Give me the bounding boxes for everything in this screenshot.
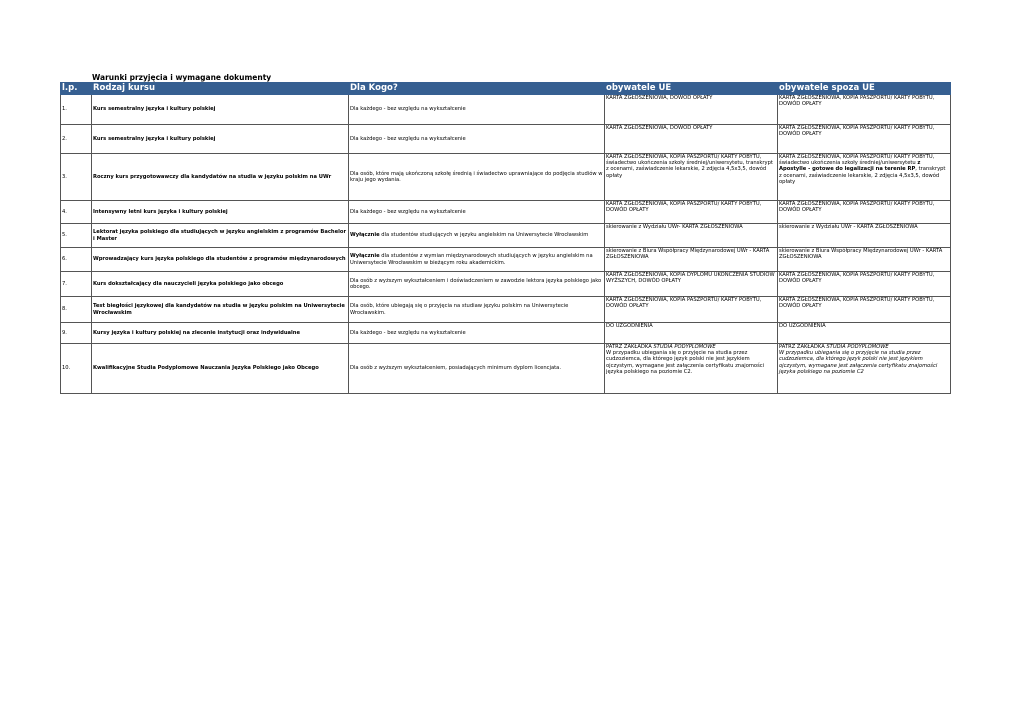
- course-audience: [349, 95, 605, 125]
- eu-requirements: skierowanie z Biura Współpracy Międzynarodowej UWr - KARTA ZGŁOSZENIOWA: [605, 248, 778, 272]
- non-eu-req-text: KARTA ZGŁOSZENIOWA, KOPIA PASZPORTU/ KARTY POBYTU, DOWÓD OPŁATY: [779, 201, 935, 214]
- audience-text: Dla osób z wyższym wykształceniem i doświadczeniem w zawodzie lektora języka polskiego jako obcego.: [350, 277, 602, 290]
- eu-requirements: KARTA ZGŁOSZENIOWA, KOPIA DYPLOMU UKOŃCZENIA STUDIÓW WYŻSZYCH, DOWÓD OPŁATY: [605, 272, 778, 297]
- header-course: Rodzaj kursu: [92, 83, 349, 95]
- audience-text: Dla osób, które mają ukończoną szkołę średnią i świadectwo uprawniające do podjęcia studiów w kraju jego wydania.: [350, 170, 603, 183]
- course-name: Kursy języka i kultury polskiej na zlecenie instytucji oraz indywidualne: [92, 323, 349, 344]
- non-eu-requirements: [778, 248, 951, 272]
- audience-emphasis: Wyłącznie: [350, 232, 380, 239]
- page-title: Warunki przyjęcia i wymagane dokumenty: [92, 73, 272, 82]
- non-eu-req-text: KARTA ZGŁOSZENIOWA, KOPIA PASZPORTU/ KARTY POBYTU, świadectwo ukończenia szkoły średniej/uniwersytetu: [779, 154, 935, 167]
- row-number: 10.: [61, 344, 92, 394]
- row-number: 2.: [61, 125, 92, 154]
- non-eu-requirements: [778, 297, 951, 323]
- table-row: [61, 201, 951, 224]
- non-eu-req-text: skierowanie z Wydziału UWr - KARTA ZGŁOSZENIOWA: [779, 224, 918, 230]
- course-name: Kwalifikacyjne Studia Podyplomowe Nauczania Języka Polskiego jako Obcego: [92, 344, 349, 394]
- row-number: 4.: [61, 201, 92, 224]
- non-eu-requirements: [778, 272, 951, 297]
- table-row: [61, 125, 951, 154]
- non-eu-req-text: DO UZGODNIENIA: [779, 323, 826, 329]
- audience-text: Dla każdego - bez względu na wykształcenie: [350, 329, 466, 336]
- non-eu-requirements: [778, 125, 951, 154]
- course-audience: [349, 272, 605, 297]
- header-nonue: obywatele spoza UE: [778, 83, 951, 95]
- non-eu-requirements: [778, 201, 951, 224]
- non-eu-requirements: [778, 95, 951, 125]
- course-name: Kurs dokształcający dla nauczycieli języka polskiego jako obcego: [92, 272, 349, 297]
- requirements-table: [60, 82, 951, 394]
- course-name: Roczny kurs przygotowawczy dla kandydatów na studia w języku polskim na UWr: [92, 154, 349, 201]
- audience-text: Dla każdego - bez względu na wykształcenie: [350, 135, 466, 142]
- course-name: Kurs semestralny języka i kultury polskiej: [92, 95, 349, 125]
- eu-requirements: KARTA ZGŁOSZENIOWA, KOPIA PASZPORTU/ KARTY POBYTU, świadectwo ukończenia szkoły średniej/uniwersytetu, transkrypt z ocenami, zaświadczenie lekarskie, 2 zdjęcia 4,5x3,5, dowód opłaty: [605, 154, 778, 201]
- table-row: [61, 95, 951, 125]
- table-row: [61, 272, 951, 297]
- course-name: Lektorat języka polskiego dla studiujących w języku angielskim z programów Bachelor i Master: [92, 224, 349, 248]
- course-audience: [349, 201, 605, 224]
- non-eu-requirements: [778, 344, 951, 394]
- row-number: 8.: [61, 297, 92, 323]
- table-row: [61, 154, 951, 201]
- row-number: 7.: [61, 272, 92, 297]
- eu-requirements: DO UZGODNIENIA: [605, 323, 778, 344]
- audience-emphasis: Wyłącznie: [350, 253, 380, 260]
- non-eu-req-emphasis: z Apostylle - gotowe do legalizacji na terenie RP: [779, 160, 921, 173]
- header-lp: l.p.: [61, 83, 92, 95]
- audience-text: dla studentów z wymian międzynarodowych studiujących w języku angielskim na Uniwersytecie Wrocławskim w bieżącym roku akademickim.: [350, 253, 593, 266]
- course-audience: Dla osób z wyższym wykształceniem, posiadających minimum dyplom licencjata.: [349, 344, 605, 394]
- eu-requirements: KARTA ZGŁOSZENIOWA, DOWÓD OPŁATY: [605, 125, 778, 154]
- course-name: Test biegłości językowej dla kandydatów na studia w języku polskim na Uniwersytecie Wrocławskim: [92, 297, 349, 323]
- header-who: Dla Kogo?: [349, 83, 605, 95]
- table-row: [61, 248, 951, 272]
- non-eu-requirements: [778, 323, 951, 344]
- eu-requirements: KARTA ZGŁOSZENIOWA, DOWÓD OPŁATY: [605, 95, 778, 125]
- table-row: [61, 224, 951, 248]
- eu-requirements: skierowanie z Wydziału UWr- KARTA ZGŁOSZENIOWA: [605, 224, 778, 248]
- audience-text: Dla każdego - bez względu na wykształcenie: [350, 106, 466, 113]
- non-eu-req-text: KARTA ZGŁOSZENIOWA, KOPIA PASZPORTU/ KARTY POBYTU, DOWÓD OPŁATY: [779, 125, 935, 138]
- non-eu-req-prefix: PATRZ ZAKŁADKA: [779, 344, 827, 350]
- header-ue: obywatele UE: [605, 83, 778, 95]
- header-row: [61, 83, 951, 95]
- row-number: 3.: [61, 154, 92, 201]
- eu-requirements: [605, 344, 778, 394]
- table-row: [61, 344, 951, 394]
- course-name: Wprowadzający kurs języka polskiego dla studentów z programów międzynarodowych: [92, 248, 349, 272]
- row-number: 5.: [61, 224, 92, 248]
- table-row: [61, 323, 951, 344]
- non-eu-requirements: [778, 224, 951, 248]
- course-audience: [349, 323, 605, 344]
- non-eu-req-link-label: STUDIA PODYPLOMOWE: [826, 344, 889, 350]
- non-eu-req-text: KARTA ZGŁOSZENIOWA, KOPIA PASZPORTU/ KARTY POBYTU, DOWÓD OPŁATY: [779, 297, 935, 310]
- non-eu-req-text: skierowanie z Biura Współpracy Międzynarodowej UWr - KARTA ZGŁOSZENIOWA: [779, 248, 943, 261]
- course-audience: [349, 125, 605, 154]
- non-eu-requirements: [778, 154, 951, 201]
- course-name: Kurs semestralny języka i kultury polskiej: [92, 125, 349, 154]
- table-row: [61, 297, 951, 323]
- row-number: 1.: [61, 95, 92, 125]
- eu-requirements: KARTA ZGŁOSZENIOWA, KOPIA PASZPORTU/ KARTY POBYTU, DOWÓD OPŁATY: [605, 297, 778, 323]
- audience-text: dla studentów studiujących w języku angielskim na Uniwersytecie Wrocławskim: [379, 232, 589, 239]
- eu-req-prefix: PATRZ ZAKŁADKA: [606, 344, 654, 350]
- non-eu-req-text-end: , transkrypt z ocenami, zaświadczenie lekarskie, 2 zdjęcia 4,5x3,5, dowód opłaty: [779, 166, 946, 185]
- non-eu-req-text: KARTA ZGŁOSZENIOWA, KOPIA PASZPORTU/ KARTY POBYTU, DOWÓD OPŁATY: [779, 272, 935, 285]
- eu-req-link-label: STUDIA PODYPLOMOWE: [653, 344, 716, 350]
- row-number: 9.: [61, 323, 92, 344]
- audience-text: Dla każdego - bez względu na wykształcenie: [350, 208, 466, 215]
- course-audience: [349, 224, 605, 248]
- non-eu-req-note: W przypadku ubiegania się o przyjęcie na studia przez cudzoziemca, dla którego język polski nie jest językiem ojczystym, wymagane jest załączenia certyfikatu znajomości języka polskiego na poziomie C2: [779, 350, 938, 375]
- eu-requirements: KARTA ZGŁOSZENIOWA, KOPIA PASZPORTU/ KARTY POBYTU, DOWÓD OPŁATY: [605, 201, 778, 224]
- course-audience: [349, 297, 605, 323]
- course-name: Intensywny letni kurs języka i kultury polskiej: [92, 201, 349, 224]
- course-audience: [349, 154, 605, 201]
- row-number: 6.: [61, 248, 92, 272]
- non-eu-req-text: KARTA ZGŁOSZENIOWA, KOPIA PASZPORTU/ KARTY POBYTU, DOWÓD OPŁATY: [779, 95, 935, 108]
- course-audience: [349, 248, 605, 272]
- eu-req-note: W przypadku ubiegania się o przyjęcie na studia przez cudzoziemca, dla którego język polski nie jest językiem ojczystym, wymagane jest załączenia certyfikatu znajomości języka polskiego na poziomie C2.: [606, 350, 765, 375]
- audience-text: Dla osób, które ubiegają się o przyjęcia na studiaw języku polskim na Uniwersytecie Wrocławskim.: [350, 303, 569, 316]
